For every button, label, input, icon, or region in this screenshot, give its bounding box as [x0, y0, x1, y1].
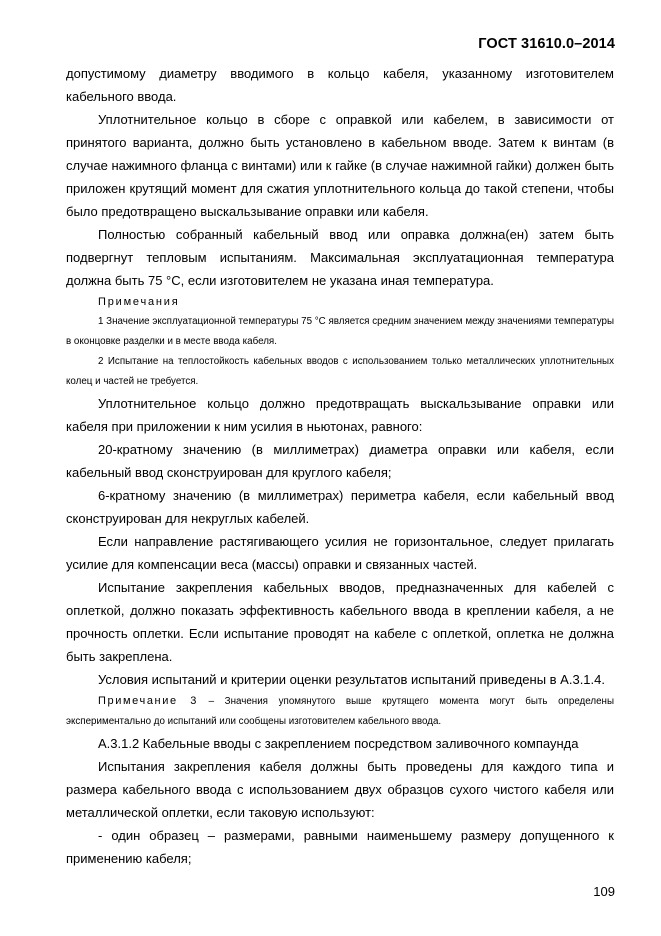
page-body — [66, 62, 614, 870]
paragraph: допустимому диаметру вводимого в кольцо кабеля, указанному изготовителем кабельного ввода. — [66, 66, 614, 104]
note-3 — [66, 691, 614, 732]
paragraph: Если направление растягивающего усилия не горизонтальное, следует прилагать усилие для компенсации веса (массы) оправки и связанных частей. — [66, 534, 614, 572]
list-item: - один образец – размерами, равными наименьшему размеру допущенного к применению кабеля; — [66, 828, 614, 866]
section-heading: А.3.1.2 Кабельные вводы с закреплением посредством заливочного компаунда — [98, 736, 579, 751]
note-item: 1 Значение эксплуатационной температуры 75 °C является средним значением между значениями температуры в оконцовке разделки и в месте ввода кабеля. — [66, 316, 614, 347]
document-header: ГОСТ 31610.0–2014 — [478, 36, 615, 52]
note-item: 2 Испытание на теплостойкость кабельных вводов с использованием только металлических уплотнительных колец и частей не требуется. — [66, 356, 614, 387]
paragraph: Уплотнительное кольцо должно предотвращать выскальзывание оправки или кабеля при приложении к ним усилия в ньютонах, равного: — [66, 396, 614, 434]
paragraph: Уплотнительное кольцо в сборе с оправкой или кабелем, в зависимости от принятого варианта, должно быть установлено в кабельном вводе. Затем к винтам (в случае нажимного фланца с винтами) или к гайке (в случае нажимной гайки) должен быть приложен крутящий момент для сжатия уплотнительного кольца до такой степени, чтобы было предотвращено выскальзывание оправки или кабеля. — [66, 112, 614, 219]
paragraph: Полностью собранный кабельный ввод или оправка должна(ен) затем быть подвергнут тепловым испытаниям. Максимальная эксплуатационная температура должна быть 75 °C, если изготовителем не указана иная температура. — [66, 227, 614, 288]
paragraph: Испытания закрепления кабеля должны быть проведены для каждого типа и размера кабельного ввода с использованием двух образцов сухого чистого кабеля или металлической оплетки, если таковую используют: — [66, 759, 614, 820]
note-3-label: Примечание 3 — [98, 695, 198, 707]
notes-heading: Примечания — [98, 296, 180, 308]
paragraph: Испытание закрепления кабельных вводов, предназначенных для кабелей с оплеткой, должно показать эффективность кабельного ввода в креплении кабеля, а не прочность оплетки. Если испытание проводят на кабеле с оплеткой, оплетка не должна быть закреплена. — [66, 580, 614, 664]
page-number: 109 — [593, 884, 615, 899]
paragraph: 20-кратному значению (в миллиметрах) диаметра оправки или кабеля, если кабельный ввод сконструирован для круглого кабеля; — [66, 442, 614, 480]
paragraph: 6-кратному значению (в миллиметрах) периметра кабеля, если кабельный ввод сконструирован для некруглых кабелей. — [66, 488, 614, 526]
paragraph: Условия испытаний и критерии оценки результатов испытаний приведены в А.3.1.4. — [98, 672, 605, 687]
note-3-text: – Значения упомянутого выше крутящего момента могут быть определены экспериментально до испытаний или сообщены изготовителем кабельного ввода. — [66, 696, 615, 727]
